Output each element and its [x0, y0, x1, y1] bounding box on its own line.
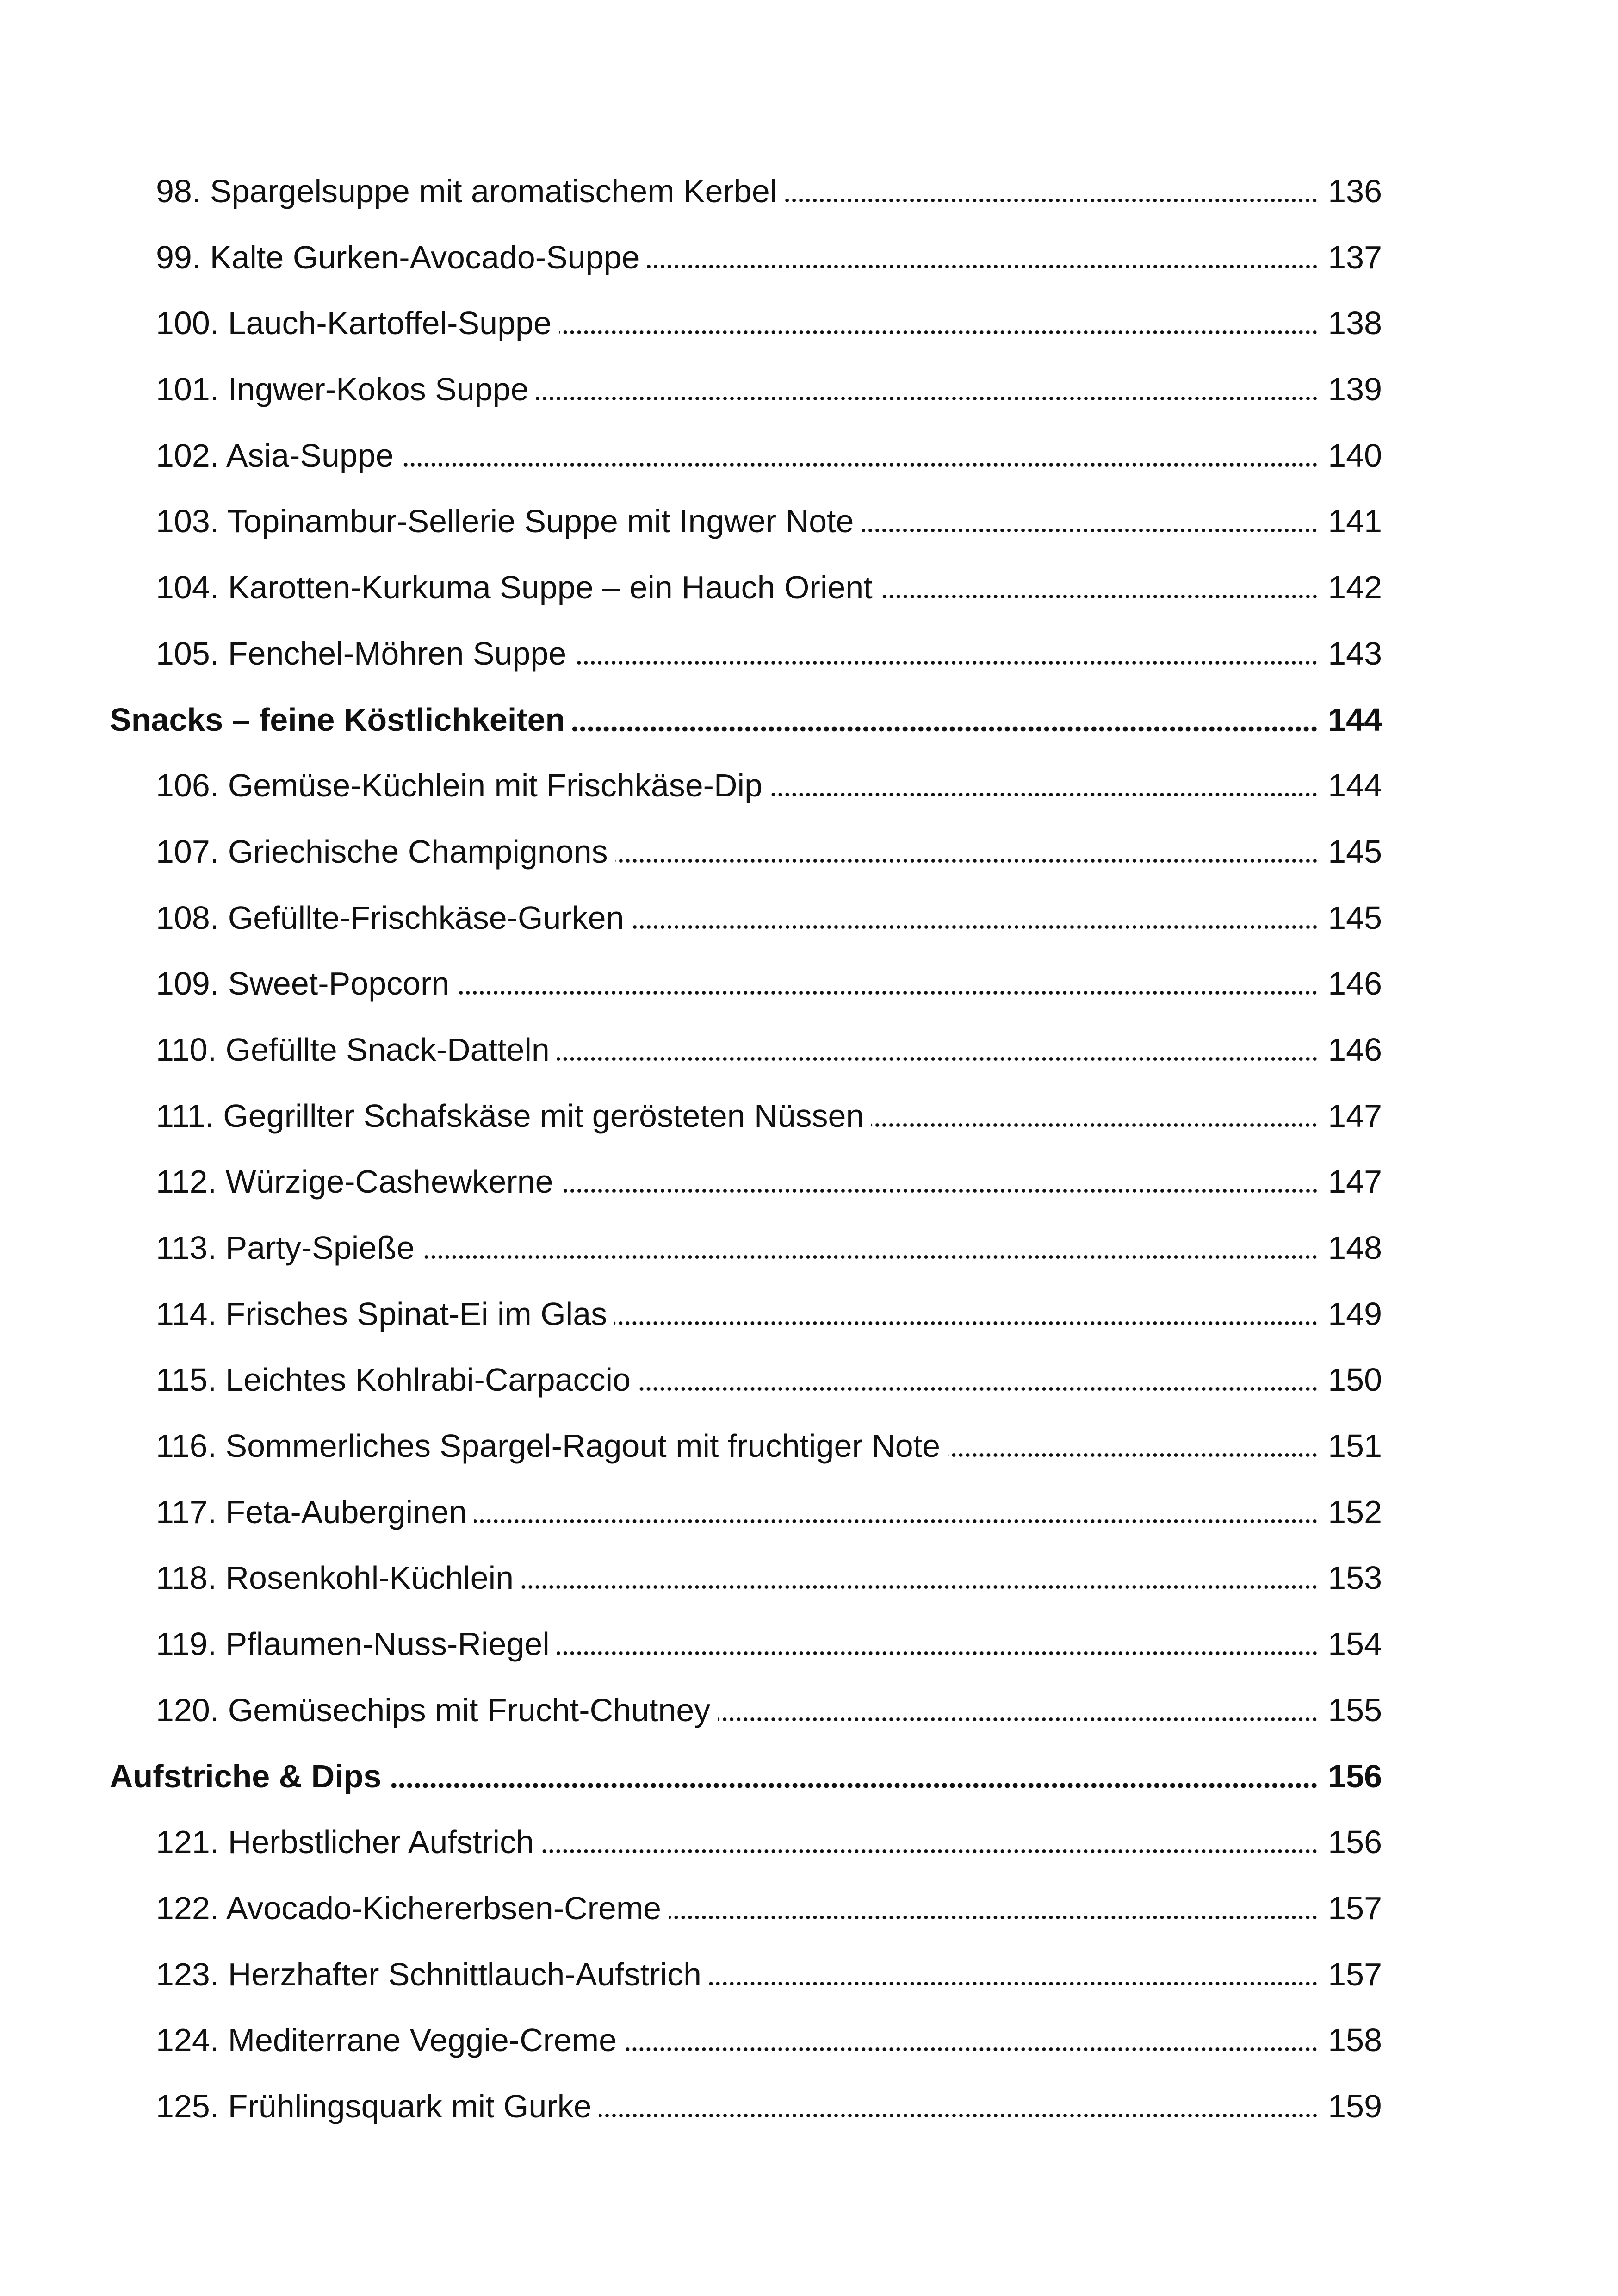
toc-page-number: 154 — [1328, 1626, 1382, 1662]
toc-page-number: 145 — [1328, 833, 1382, 870]
toc-entry — [0, 1281, 1618, 1347]
toc-page-number: 147 — [1328, 1097, 1382, 1134]
toc-entry — [0, 1083, 1618, 1149]
toc-page-number: 149 — [1328, 1295, 1382, 1332]
toc-entry — [0, 1941, 1618, 2008]
toc-line — [156, 1545, 1382, 1611]
toc-entry — [0, 1479, 1618, 1545]
toc-entry — [0, 1545, 1618, 1611]
toc-entry — [0, 158, 1618, 224]
toc-line — [156, 2007, 1382, 2073]
toc-entry — [0, 1413, 1618, 1479]
toc-line — [156, 290, 1382, 356]
dot-leader — [647, 264, 1319, 269]
dot-leader — [457, 990, 1318, 996]
toc-line — [156, 1875, 1382, 1941]
toc-entry — [0, 423, 1618, 489]
toc-line — [110, 687, 1382, 753]
toc-page-number: 157 — [1328, 1956, 1382, 1992]
toc-line — [156, 621, 1382, 687]
toc-title: 123. Herzhafter Schnittlauch-Aufstrich — [156, 1956, 701, 1992]
toc-title: 113. Party-Spieße — [156, 1230, 415, 1266]
toc-line — [156, 1083, 1382, 1149]
toc-entry — [0, 356, 1618, 423]
toc-line — [156, 1809, 1382, 1875]
dot-leader — [599, 2113, 1318, 2118]
toc-page-number: 152 — [1328, 1493, 1382, 1530]
toc-line — [156, 885, 1382, 951]
toc-entry — [0, 488, 1618, 554]
dot-leader — [669, 1915, 1318, 1920]
dot-leader — [624, 2047, 1318, 2052]
toc-page-number: 156 — [1328, 1758, 1382, 1794]
toc-page-number: 144 — [1328, 701, 1382, 738]
toc-page-number: 159 — [1328, 2088, 1382, 2124]
toc-page-number: 158 — [1328, 2022, 1382, 2059]
toc-title: Snacks – feine Köstlichkeiten — [110, 701, 565, 738]
toc-page-number: 146 — [1328, 965, 1382, 1002]
toc-line — [156, 356, 1382, 423]
toc-entry — [0, 1611, 1618, 1677]
toc-title: 111. Gegrillter Schafskäse mit gerösteten Nüssen — [156, 1097, 864, 1134]
toc-title: 116. Sommerliches Spargel-Ragout mit fruchtiger Note — [156, 1428, 941, 1464]
toc-page-number: 139 — [1328, 371, 1382, 408]
toc-title: 100. Lauch-Kartoffel-Suppe — [156, 305, 552, 342]
toc-page-number: 145 — [1328, 899, 1382, 936]
dot-leader — [614, 1320, 1318, 1326]
toc-line — [156, 1149, 1382, 1215]
dot-leader — [559, 330, 1318, 335]
toc-title: 107. Griechische Champignons — [156, 833, 608, 870]
toc-line — [156, 819, 1382, 885]
toc-line — [156, 753, 1382, 819]
toc-title: 105. Fenchel-Möhren Suppe — [156, 635, 567, 672]
toc-page-number: 153 — [1328, 1560, 1382, 1596]
toc-line — [156, 1677, 1382, 1743]
toc-entry — [0, 290, 1618, 356]
toc-page-number: 150 — [1328, 1362, 1382, 1398]
toc-line — [156, 423, 1382, 489]
toc-entry — [0, 224, 1618, 291]
toc-entry — [0, 1809, 1618, 1875]
dot-leader — [561, 1188, 1318, 1194]
toc-line — [156, 1215, 1382, 1281]
toc-line — [156, 1479, 1382, 1545]
toc-title: 112. Würzige-Cashewkerne — [156, 1164, 553, 1200]
toc-title: 115. Leichtes Kohlrabi-Carpaccio — [156, 1362, 631, 1398]
toc-entry — [0, 1017, 1618, 1083]
toc-entry — [0, 819, 1618, 885]
toc-line — [156, 1281, 1382, 1347]
toc-title: 98. Spargelsuppe mit aromatischem Kerbel — [156, 173, 777, 209]
dot-leader — [389, 1783, 1318, 1788]
dot-leader — [632, 924, 1318, 930]
dot-leader — [557, 1650, 1318, 1656]
toc-entry — [0, 951, 1618, 1017]
toc-title: 121. Herbstlicher Aufstrich — [156, 1824, 534, 1860]
dot-leader — [948, 1452, 1318, 1458]
toc-title: 103. Topinambur-Sellerie Suppe mit Ingwer Note — [156, 503, 854, 540]
toc-page-number: 148 — [1328, 1230, 1382, 1266]
toc-page-number: 136 — [1328, 173, 1382, 209]
dot-leader — [861, 528, 1318, 533]
dot-leader — [401, 462, 1318, 467]
toc-page-number: 147 — [1328, 1164, 1382, 1200]
toc-entry — [0, 885, 1618, 951]
dot-leader — [615, 858, 1318, 864]
toc-entry — [0, 1875, 1618, 1941]
toc-entry — [0, 621, 1618, 687]
toc-title: Aufstriche & Dips — [110, 1758, 382, 1794]
dot-leader — [871, 1122, 1318, 1128]
dot-leader — [718, 1717, 1318, 1722]
toc-line — [156, 1413, 1382, 1479]
dot-leader — [784, 198, 1318, 203]
toc-line — [110, 1743, 1382, 1810]
dot-leader — [422, 1254, 1318, 1260]
dot-leader — [557, 1056, 1318, 1062]
toc-line — [156, 224, 1382, 291]
toc-entry — [0, 1215, 1618, 1281]
toc-page-number: 146 — [1328, 1031, 1382, 1068]
toc-line — [156, 488, 1382, 554]
toc-line — [156, 1017, 1382, 1083]
toc-entry — [0, 554, 1618, 621]
toc-line — [156, 158, 1382, 224]
dot-leader — [474, 1518, 1318, 1524]
toc-section-heading — [0, 687, 1618, 753]
toc-title: 125. Frühlingsquark mit Gurke — [156, 2088, 592, 2124]
dot-leader — [572, 726, 1318, 732]
toc-line — [156, 951, 1382, 1017]
toc-page-number: 141 — [1328, 503, 1382, 540]
toc-line — [156, 554, 1382, 621]
toc-title: 118. Rosenkohl-Küchlein — [156, 1560, 514, 1596]
toc-title: 124. Mediterrane Veggie-Creme — [156, 2022, 617, 2059]
toc-title: 106. Gemüse-Küchlein mit Frischkäse-Dip — [156, 767, 763, 804]
toc-title: 120. Gemüsechips mit Frucht-Chutney — [156, 1692, 711, 1728]
toc-title: 109. Sweet-Popcorn — [156, 965, 450, 1002]
toc-entry — [0, 2073, 1618, 2140]
toc-page-number: 137 — [1328, 239, 1382, 275]
dot-leader — [521, 1584, 1318, 1590]
toc-entry — [0, 1347, 1618, 1413]
toc-title: 119. Pflaumen-Nuss-Riegel — [156, 1626, 550, 1662]
toc-entry — [0, 1149, 1618, 1215]
toc-page-number: 142 — [1328, 569, 1382, 606]
table-of-contents — [0, 158, 1618, 2140]
dot-leader — [541, 1848, 1318, 1854]
toc-page-number: 156 — [1328, 1824, 1382, 1860]
toc-line — [156, 1611, 1382, 1677]
dot-leader — [574, 660, 1318, 666]
toc-page-number: 143 — [1328, 635, 1382, 672]
dot-leader — [709, 1981, 1318, 1986]
toc-line — [156, 1347, 1382, 1413]
toc-entry — [0, 1677, 1618, 1743]
toc-section-heading — [0, 1743, 1618, 1810]
toc-page-number: 138 — [1328, 305, 1382, 342]
toc-entry — [0, 2007, 1618, 2073]
toc-line — [156, 1941, 1382, 2008]
toc-title: 99. Kalte Gurken-Avocado-Suppe — [156, 239, 640, 275]
toc-title: 108. Gefüllte-Frischkäse-Gurken — [156, 899, 624, 936]
dot-leader — [638, 1386, 1318, 1392]
toc-title: 102. Asia-Suppe — [156, 437, 394, 473]
toc-page-number: 155 — [1328, 1692, 1382, 1728]
toc-page-number: 151 — [1328, 1428, 1382, 1464]
toc-page-number: 140 — [1328, 437, 1382, 473]
toc-page-number: 157 — [1328, 1890, 1382, 1926]
toc-title: 117. Feta-Auberginen — [156, 1493, 467, 1530]
toc-title: 114. Frisches Spinat-Ei im Glas — [156, 1295, 608, 1332]
toc-title: 104. Karotten-Kurkuma Suppe – ein Hauch Orient — [156, 569, 873, 606]
toc-title: 110. Gefüllte Snack-Datteln — [156, 1031, 550, 1068]
toc-title: 101. Ingwer-Kokos Suppe — [156, 371, 529, 408]
toc-page-number: 144 — [1328, 767, 1382, 804]
dot-leader — [880, 594, 1318, 599]
dot-leader — [770, 792, 1318, 797]
toc-line — [156, 2073, 1382, 2140]
toc-title: 122. Avocado-Kichererbsen-Creme — [156, 1890, 662, 1926]
dot-leader — [536, 396, 1318, 401]
toc-entry — [0, 753, 1618, 819]
